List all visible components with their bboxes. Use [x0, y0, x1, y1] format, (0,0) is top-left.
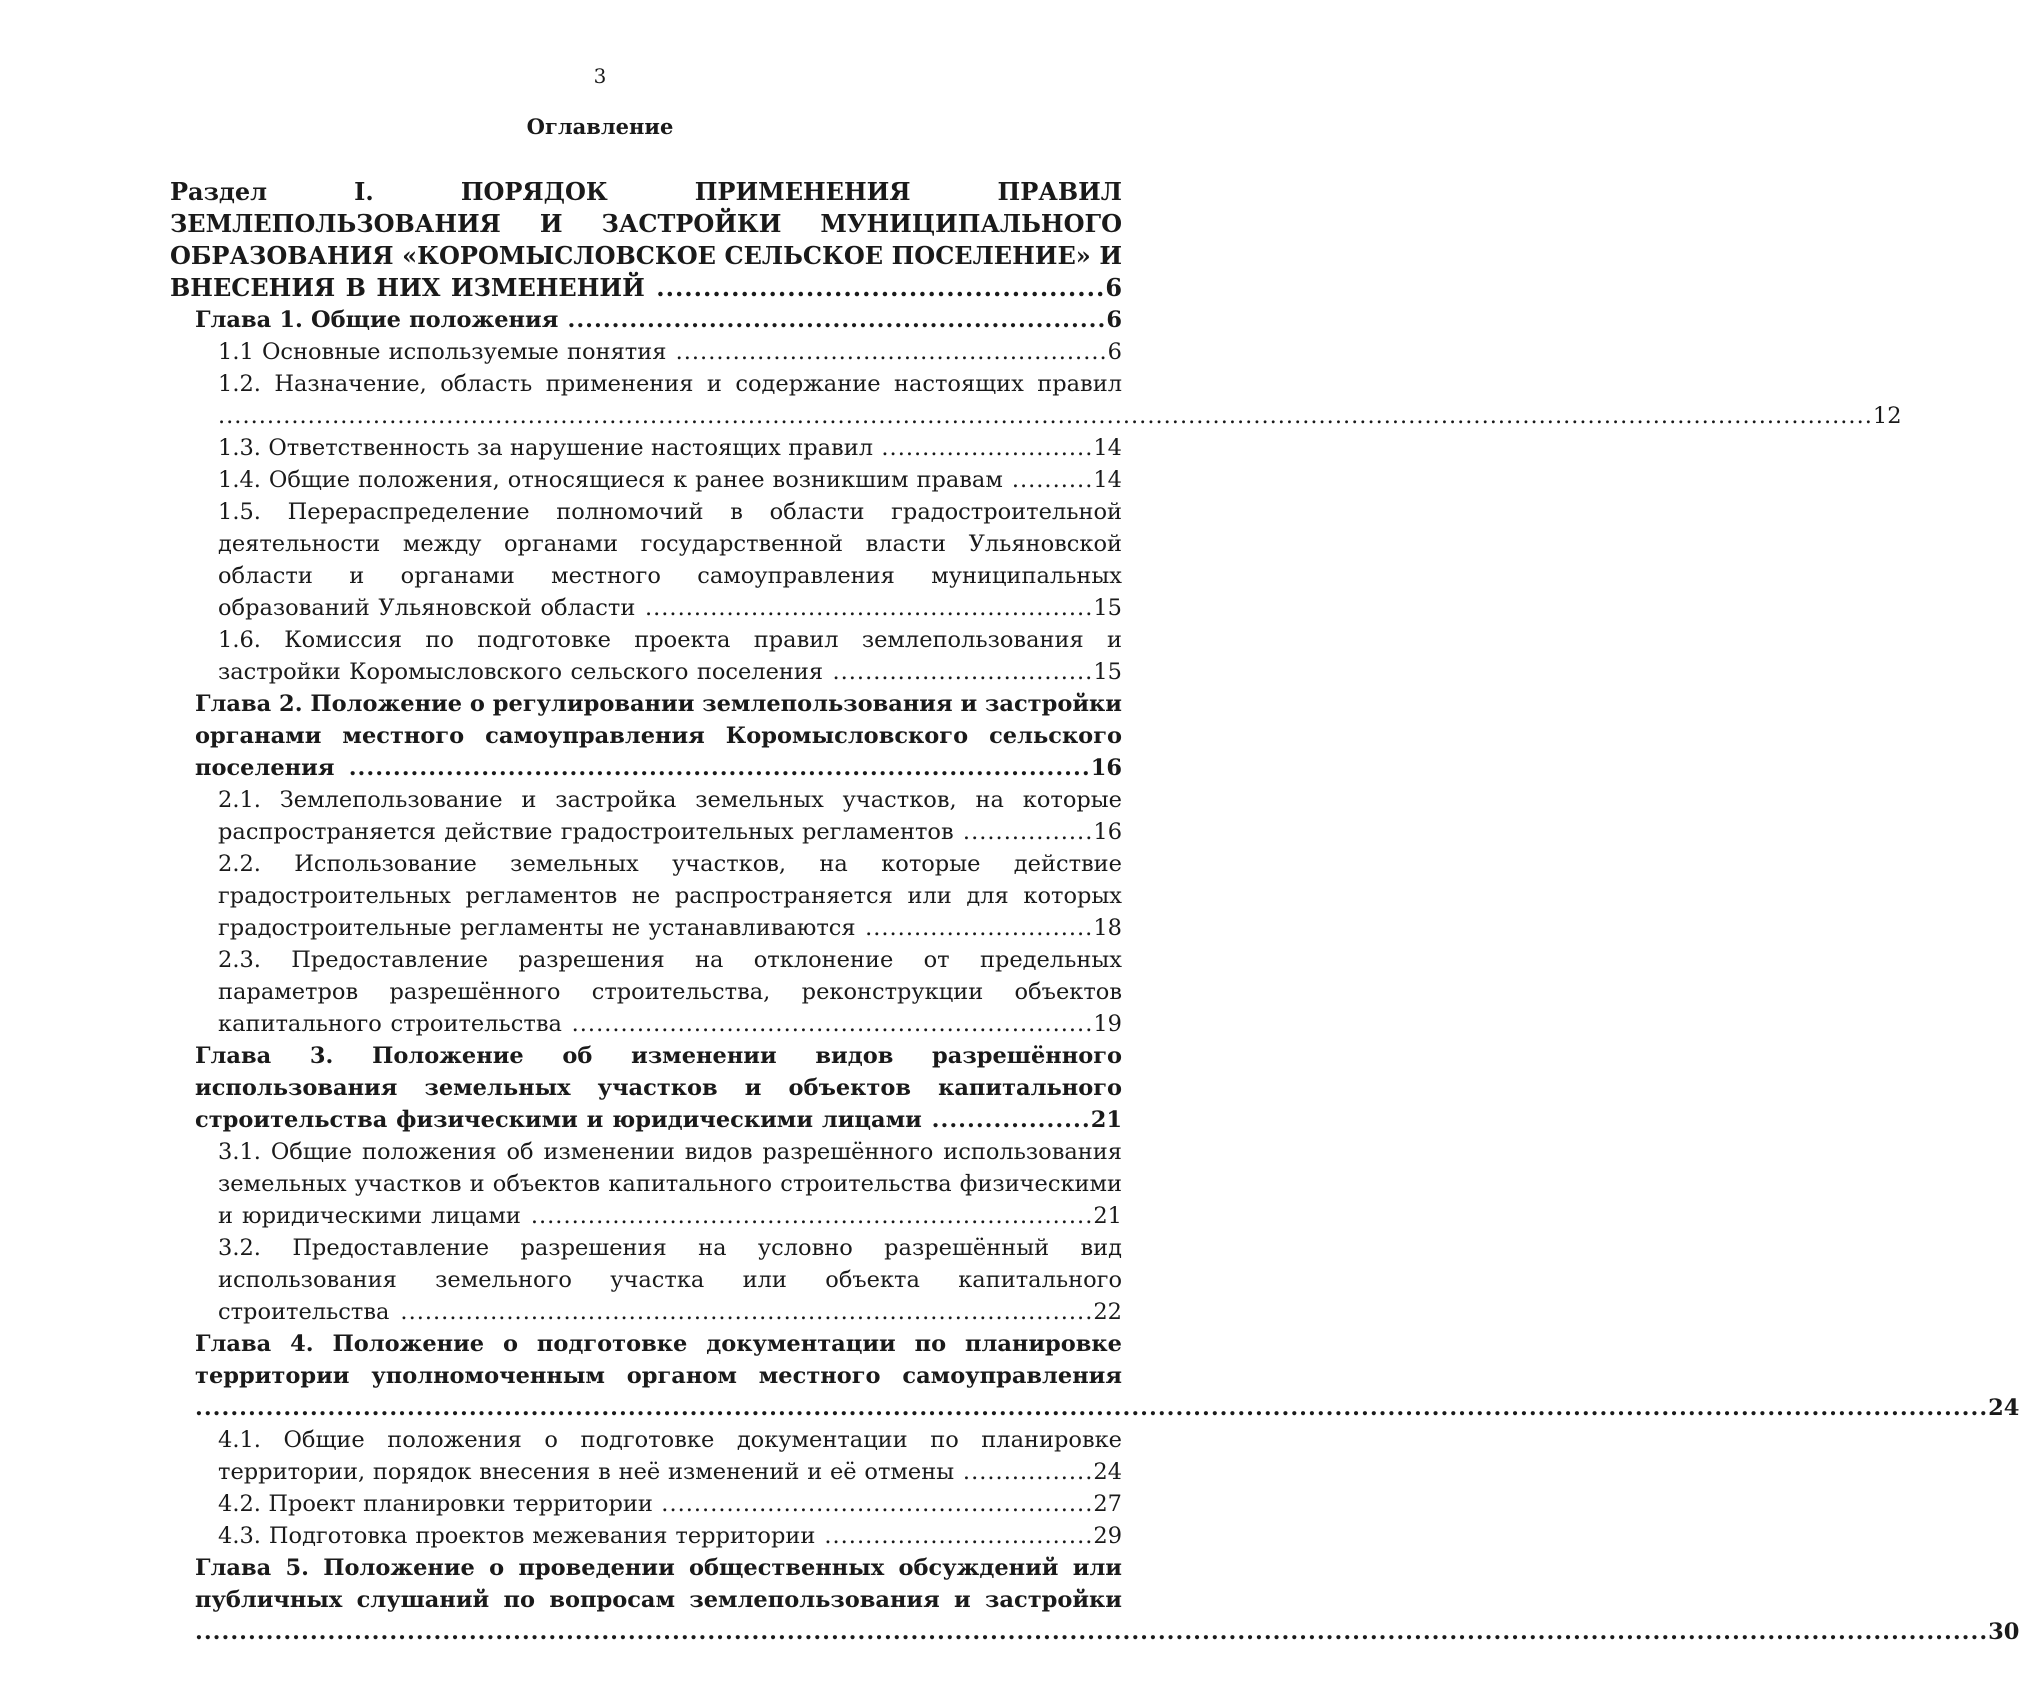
toc-leader-dots: ................................................: [644, 273, 1106, 302]
toc-entry-text: 3.1. Общие положения об изменении видов разрешённого использования земельных участков и объектов капитального строительства физическими и юридическими лицами: [218, 1139, 1122, 1229]
toc-entry-page: 24: [1988, 1395, 2019, 1421]
toc-entry-text: 3.2. Предоставление разрешения на условно разрешённый вид использования земельного участка или объекта капитального строительства: [218, 1235, 1122, 1325]
toc-entry-page: 21: [1090, 1107, 1122, 1133]
toc-leader-dots: .................................: [815, 1523, 1094, 1549]
toc-entry-item: [170, 336, 1122, 368]
toc-entry-item: [170, 1232, 1122, 1328]
toc-entry-item: [170, 944, 1122, 1040]
toc-entry-chapter: [170, 1040, 1122, 1136]
toc-entry-text: Глава 5. Положение о проведении общественных обсуждений или публичных слушаний по вопросам землепользования и застройки: [195, 1555, 1122, 1613]
toc-entry-item: [170, 432, 1122, 464]
toc-entry-page: 6: [1105, 273, 1123, 302]
toc-entry-item: [170, 848, 1122, 944]
toc-entry-chapter: [170, 688, 1122, 784]
toc-entry-page: 14: [1093, 467, 1122, 493]
toc-leader-dots: ................................: [823, 659, 1094, 685]
toc-entry-page: 15: [1093, 595, 1122, 621]
toc-leader-dots: ..........................: [873, 435, 1094, 461]
table-of-contents: [170, 176, 2019, 1648]
toc-leader-dots: ............................: [855, 915, 1094, 941]
toc-entry-page: 6: [1106, 307, 1122, 333]
toc-entry-text: 2.3. Предоставление разрешения на отклонение от предельных параметров разрешённого строительства, реконструкции объектов капитального строительства: [218, 947, 1122, 1037]
toc-entry-text: Глава 1. Общие положения: [195, 307, 559, 333]
toc-leader-dots: ..........: [1002, 467, 1094, 493]
toc-entry-item: [170, 624, 1122, 688]
toc-leader-dots: .....................................................................: [520, 1203, 1094, 1229]
toc-entry-chapter: [170, 304, 1122, 336]
toc-entry-text: 1.5. Перераспределение полномочий в области градостроительной деятельности между органами государственной власти Ульяновской области и органами местного самоуправления муниципальных образований Ульяновской области: [218, 499, 1122, 621]
toc-leader-dots: ..................: [921, 1107, 1091, 1133]
toc-leader-dots: .......................................................: [635, 595, 1094, 621]
toc-entry-page: 27: [1093, 1491, 1122, 1517]
toc-entry-text: 1.4. Общие положения, относящиеся к ранее возникшим правам: [218, 467, 1003, 493]
toc-leader-dots: ...........................................................................................................................................................................................................: [195, 1619, 1989, 1645]
toc-leader-dots: .....................................................................................: [389, 1299, 1094, 1325]
toc-entry-page: 24: [1093, 1459, 1123, 1485]
toc-entry-text: 1.2. Назначение, область применения и содержание настоящих правил: [218, 371, 1122, 397]
toc-entry-item: [170, 1424, 1122, 1488]
toc-leader-dots: ................: [953, 819, 1094, 845]
toc-entry-text: Глава 3. Положение об изменении видов разрешённого использования земельных участков и объектов капитального строительства физическими и юридическими лицами: [195, 1043, 1122, 1133]
toc-entry-item: [170, 1488, 1122, 1520]
toc-entry-page: 16: [1093, 819, 1123, 845]
toc-entry-text: Раздел I. ПОРЯДОК ПРИМЕНЕНИЯ ПРАВИЛ ЗЕМЛЕПОЛЬЗОВАНИЯ И ЗАСТРОЙКИ МУНИЦИПАЛЬНОГО ОБРАЗОВАНИЯ «КОРОМЫСЛОВСКОЕ СЕЛЬСКОЕ ПОСЕЛЕНИЕ» И ВНЕСЕНИЯ В НИХ ИЗМЕНЕНИЙ: [170, 177, 1122, 302]
toc-entry-page: 19: [1093, 1011, 1122, 1037]
toc-entry-text: 4.2. Проект планировки территории: [218, 1491, 653, 1517]
toc-entry-item: [170, 784, 1122, 848]
toc-entry-item: [170, 1136, 1122, 1232]
toc-entry-text: 2.2. Использование земельных участков, на которые действие градостроительных регламентов не распространяется или для которых градостроительные регламенты не устанавливаются: [218, 851, 1122, 941]
toc-entry-page: 21: [1093, 1203, 1122, 1229]
toc-entry-page: 29: [1093, 1523, 1123, 1549]
toc-entry-chapter: [170, 1552, 2019, 1648]
toc-entry-text: Глава 4. Положение о подготовке документации по планировке территории уполномоченным органом местного самоуправления: [195, 1331, 1122, 1389]
toc-entry-section: [170, 176, 1122, 304]
toc-entry-chapter: [170, 1328, 2019, 1424]
toc-entry-page: 6: [1107, 339, 1122, 365]
toc-entry-page: 16: [1090, 755, 1122, 781]
toc-entry-text: 2.1. Землепользование и застройка земельных участков, на которые распространяется действие градостроительных регламентов: [218, 787, 1122, 845]
toc-entry-page: 22: [1093, 1299, 1122, 1325]
toc-entry-page: 18: [1093, 915, 1122, 941]
toc-title: Оглавление: [526, 114, 674, 139]
page-number: 3: [593, 64, 607, 88]
toc-leader-dots: ................................................................: [561, 1011, 1094, 1037]
toc-leader-dots: ................: [954, 1459, 1094, 1485]
toc-leader-dots: .....................................................: [666, 339, 1108, 365]
toc-leader-dots: ...........................................................................................................................................................................................................: [218, 403, 1873, 429]
toc-entry-text: 1.3. Ответственность за нарушение настоящих правил: [218, 435, 873, 461]
toc-entry-item: [170, 1520, 1122, 1552]
toc-entry-page: 15: [1093, 659, 1122, 685]
toc-entry-text: 1.6. Комиссия по подготовке проекта правил землепользования и застройки Коромысловского сельского поселения: [218, 627, 1122, 685]
toc-leader-dots: .....................................................: [652, 1491, 1094, 1517]
toc-entry-text: 1.1 Основные используемые понятия: [218, 339, 667, 365]
toc-entry-text: 4.3. Подготовка проектов межевания территории: [218, 1523, 816, 1549]
toc-entry-item: [170, 464, 1122, 496]
toc-entry-page: 12: [1872, 403, 1902, 429]
toc-leader-dots: ....................................................................................: [334, 755, 1091, 781]
toc-entry-item: [170, 496, 1122, 624]
toc-entry-item: [170, 368, 1902, 432]
toc-leader-dots: ...........................................................................................................................................................................................................: [195, 1395, 1989, 1421]
toc-entry-text: 4.1. Общие положения о подготовке документации по планировке территории, порядок внесения в неё изменений и её отмены: [218, 1427, 1122, 1485]
toc-entry-text: Глава 2. Положение о регулировании землепользования и застройки органами местного самоуправления Коромысловского сельского поселения: [195, 691, 1122, 781]
toc-entry-page: 14: [1093, 435, 1122, 461]
toc-entry-page: 30: [1988, 1619, 2019, 1645]
toc-leader-dots: .............................................................: [558, 307, 1107, 333]
